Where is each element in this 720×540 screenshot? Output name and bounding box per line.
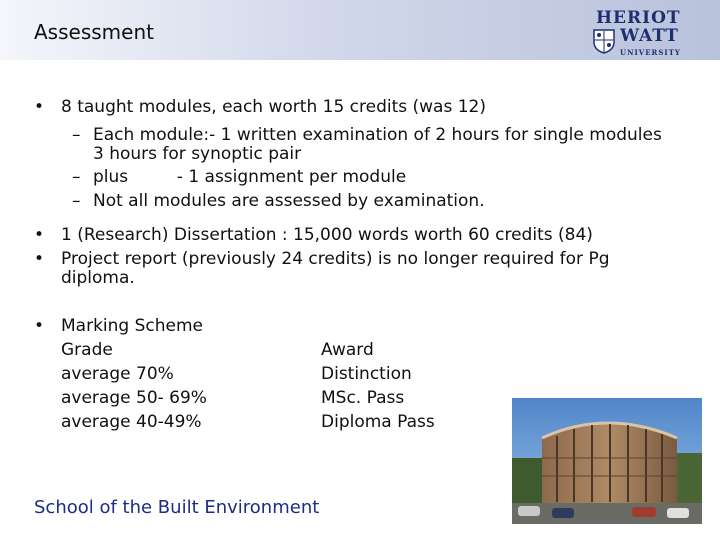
bullet-dot: •: [34, 316, 45, 336]
dash-marker: –: [72, 191, 81, 211]
slide-title: Assessment: [34, 20, 154, 44]
footer-school-name: School of the Built Environment: [34, 497, 320, 518]
grade-cell: average 70%: [61, 364, 174, 384]
bullet-text: 8 taught modules, each worth 15 credits (was 12): [61, 97, 486, 117]
bullet-dot: •: [34, 225, 45, 245]
award-header: Award: [321, 340, 374, 360]
building-photo: [512, 398, 702, 524]
subitem-continuation: 3 hours for synoptic pair: [93, 144, 302, 164]
grade-cell: average 40-49%: [61, 412, 202, 432]
award-cell: Distinction: [321, 364, 412, 384]
bullet-dot: •: [34, 97, 45, 117]
subitem-text: Not all modules are assessed by examination.: [93, 191, 485, 211]
bullet-text: Project report (previously 24 credits) is no longer required for Pg: [61, 249, 610, 269]
award-cell: MSc. Pass: [321, 388, 405, 408]
subitem-text: Each module:- 1 written examination of 2 hours for single modules: [93, 125, 662, 145]
logo-word-1: HERIOT: [596, 8, 681, 28]
bullet-continuation: diploma.: [61, 268, 135, 288]
dash-marker: –: [72, 167, 81, 187]
logo-word-2: WATT: [620, 26, 679, 46]
subitem-text: plus - 1 assignment per module: [93, 167, 407, 187]
dash-marker: –: [72, 125, 81, 145]
marking-heading: Marking Scheme: [61, 316, 204, 336]
grade-cell: average 50- 69%: [61, 388, 207, 408]
bullet-dot: •: [34, 249, 45, 269]
grade-header: Grade: [61, 340, 113, 360]
logo-word-3: UNIVERSITY: [620, 48, 681, 57]
award-cell: Diploma Pass: [321, 412, 435, 432]
bullet-text: 1 (Research) Dissertation : 15,000 words worth 60 credits (84): [61, 225, 593, 245]
